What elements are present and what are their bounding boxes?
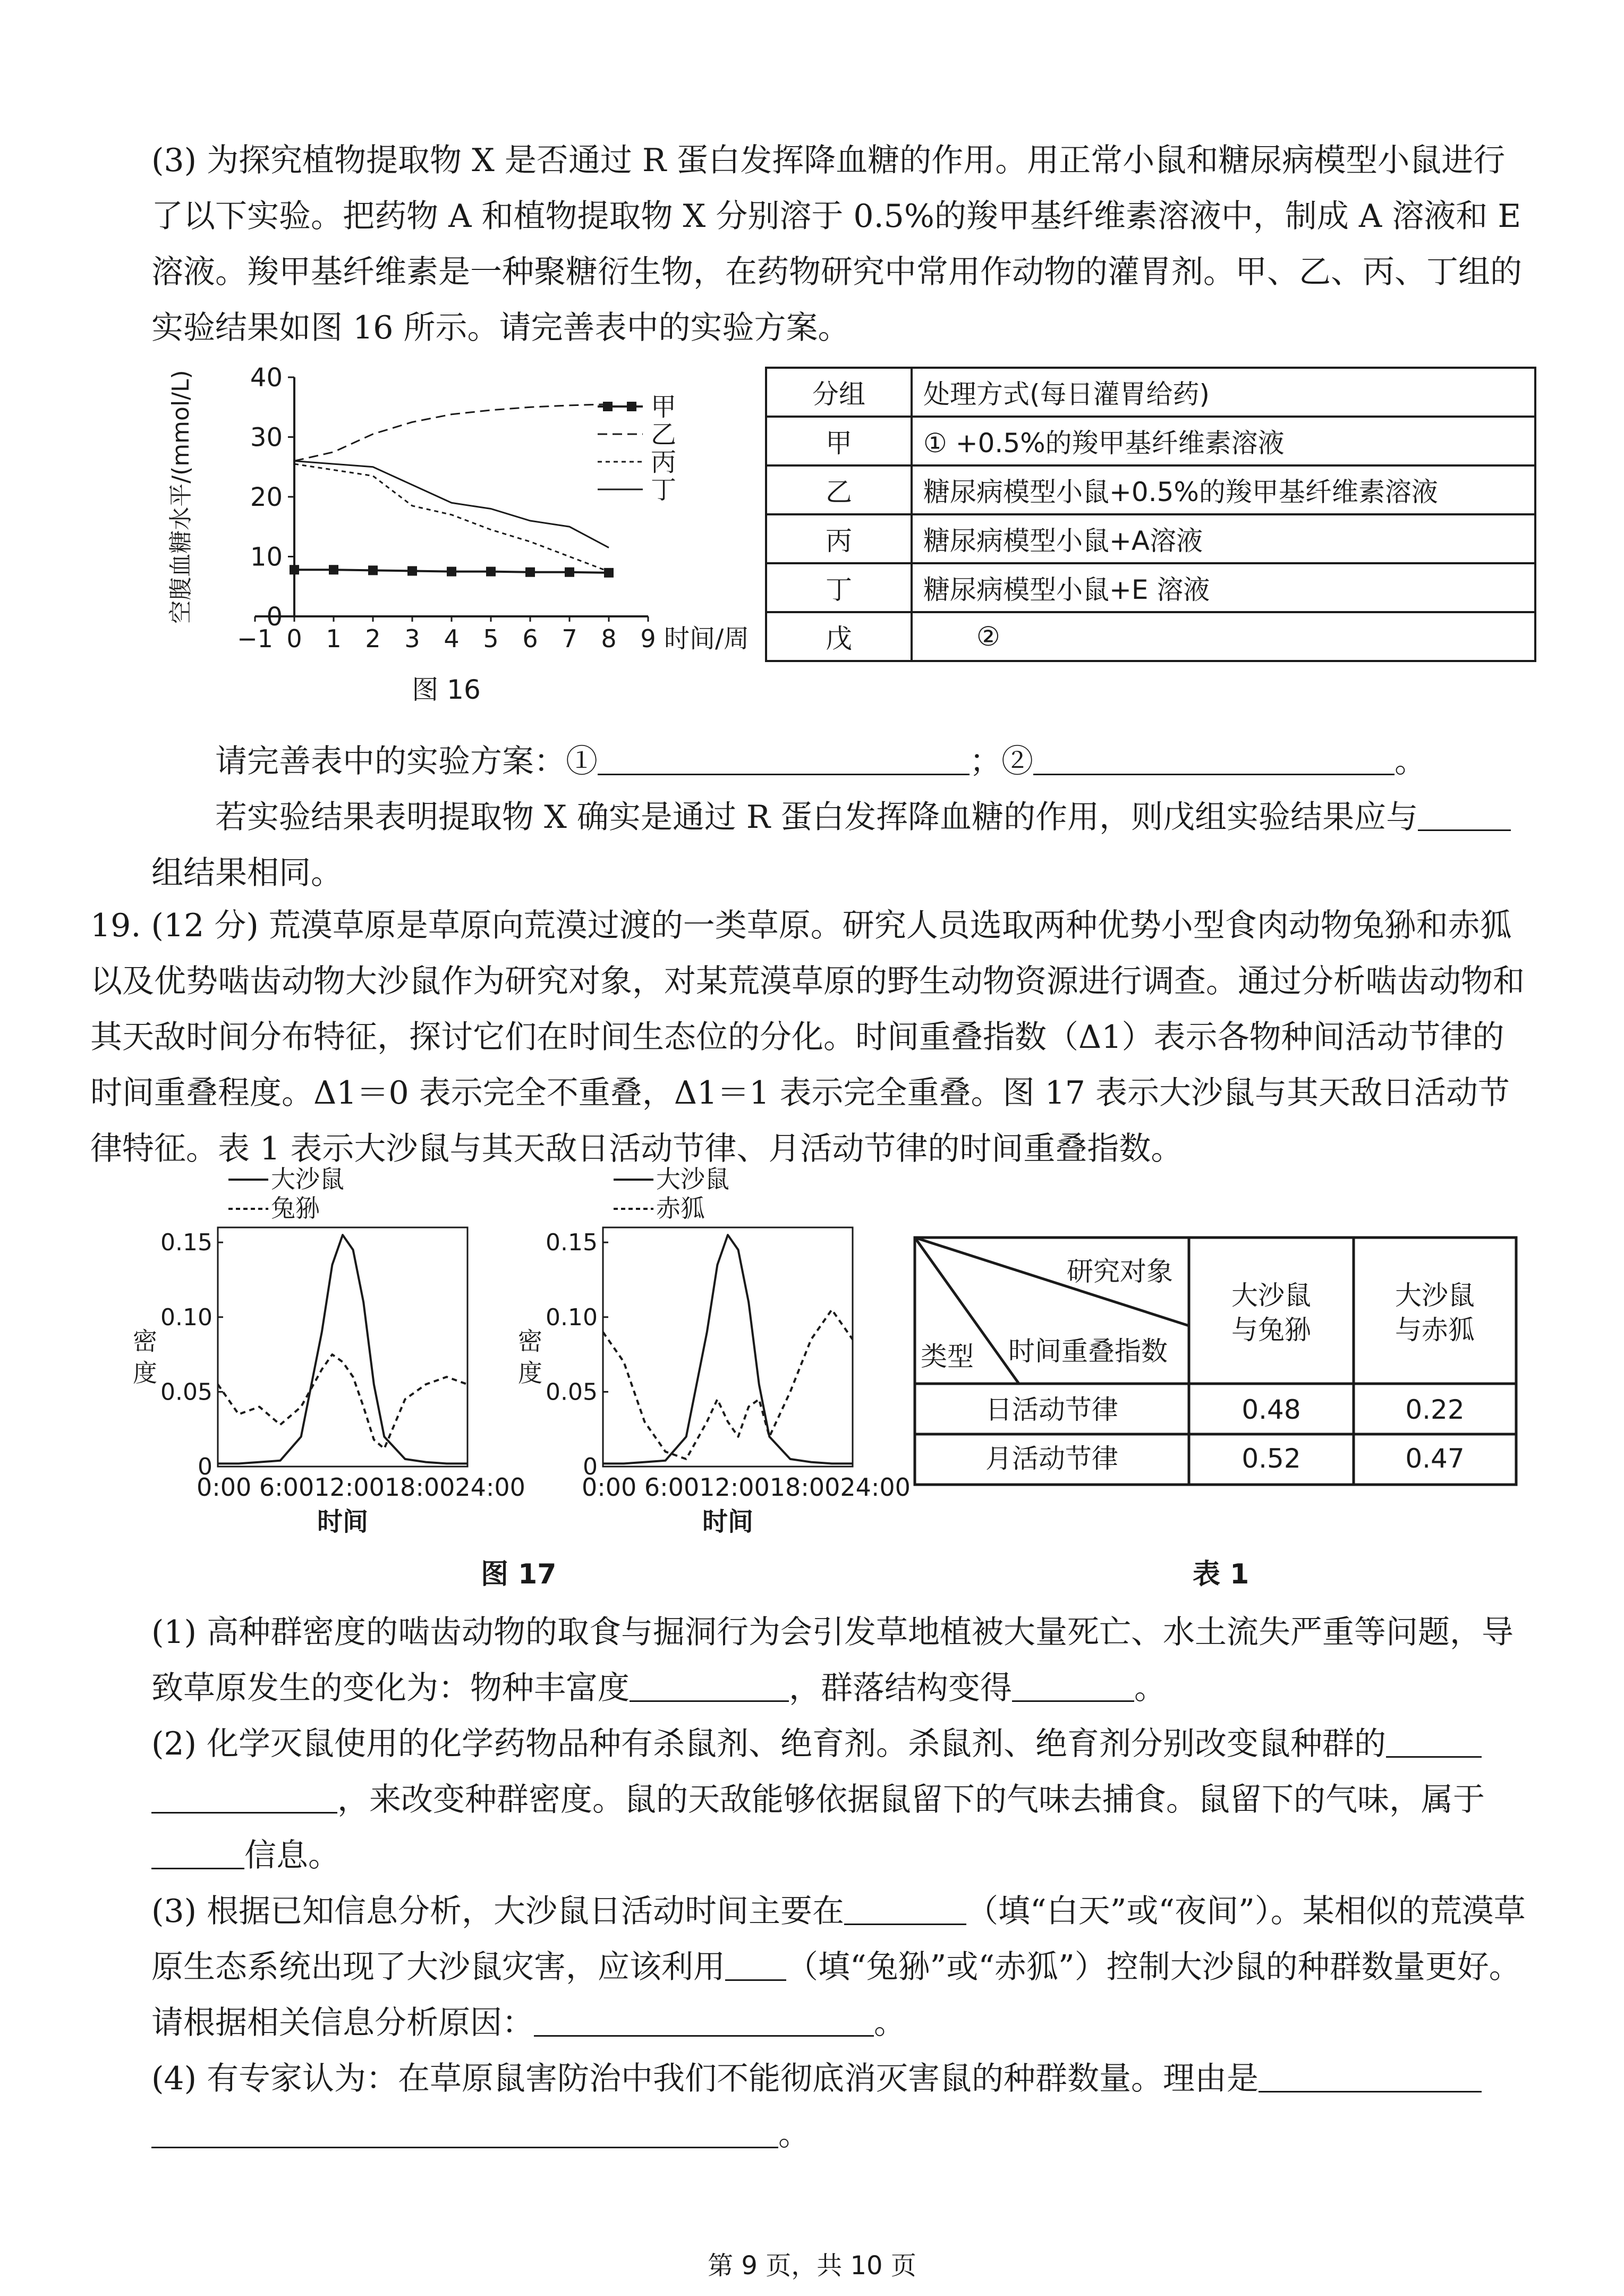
treatment-cell: ① +0.5%的羧甲基纤维素溶液 [912,417,1535,465]
value-daily-2: 0.22 [1405,1394,1465,1425]
q19-part3-text-c: （填“兔狲”或“赤狐”）控制大沙鼠的种群数量更好。请根据相关信息分析原因： [151,1948,1521,2041]
y-tick-label: 0.10 [160,1303,212,1331]
y-tick-label: 0 [583,1453,598,1480]
data-point [368,565,378,575]
series-line-丁 [294,461,609,548]
figure-16-caption: 图 16 [412,674,481,705]
q19-part1-end: 。 [1134,1670,1166,1707]
value-daily-1: 0.48 [1242,1394,1301,1425]
series-curve-赤狐 [603,1310,853,1459]
x-tick-label: 5 [483,624,499,653]
series-curve-大沙鼠 [218,1235,467,1463]
x-tick-label: 7 [562,624,577,653]
y-axis-label-b: 度 [518,1359,542,1387]
data-point [604,568,614,578]
table-row [766,465,1535,514]
col-header-2b: 与赤狐 [1395,1315,1475,1345]
q19-part1-mid: ，群落结构变得 [789,1670,1012,1707]
y-tick-label: 0.15 [160,1229,212,1257]
group-cell: 戊 [766,612,912,661]
figure-16-chart [149,356,750,707]
treatment-cell: ② [912,612,1535,661]
y-tick-label: 0 [198,1453,212,1480]
data-point [290,565,299,574]
group-cell: 丙 [766,514,912,563]
y-tick-label: 0.05 [546,1378,598,1406]
answer-blank-predator[interactable] [725,1948,786,1981]
series-line-乙 [294,404,609,461]
value-monthly-1: 0.52 [1242,1443,1301,1474]
q18-conclusion-end: 组结果相同。 [151,854,343,892]
y-axis-label-a: 密 [518,1327,542,1355]
q18-conclusion-line [215,792,1511,837]
legend-label: 大沙鼠 [656,1165,729,1193]
col-header-1a: 大沙鼠 [1231,1280,1311,1311]
diag-bottom-label: 类型 [921,1341,974,1372]
treatment-cell: 糖尿病模型小鼠+0.5%的羧甲基纤维素溶液 [912,465,1535,514]
table-1-caption: 表 1 [1193,1558,1249,1590]
diag-top-label: 研究对象 [1067,1256,1173,1287]
header-group: 分组 [766,368,912,417]
q19-part2-text-c: 信息。 [244,1837,340,1874]
row-label-monthly: 月活动节律 [985,1443,1118,1474]
page-footer: 第 9 页，共 10 页 [708,2251,916,2281]
legend-label: 乙 [651,420,677,450]
group-cell: 丁 [766,563,912,612]
table-row [766,563,1535,612]
answer-blank-justification-a[interactable] [1259,2060,1482,2092]
group-cell: 甲 [766,417,912,465]
x-tick-label: 0 [286,624,302,653]
x-tick-label: 6 [522,624,538,653]
y-tick-label: 0.05 [160,1378,212,1406]
prompt-end-text: 。 [1395,743,1426,780]
q19-part3-text-b: （填“白天”或“夜间”）。某相似的荒漠草原生态系统出现了大沙鼠灾害，应该利用 [151,1893,1526,1986]
table-row [766,514,1535,563]
plot-frame [218,1227,467,1467]
legend-label: 丙 [651,447,677,477]
group-cell: 乙 [766,465,912,514]
legend-label: 丁 [651,475,677,505]
answer-blank-population[interactable] [1386,1725,1482,1758]
y-tick-label: 20 [250,482,283,512]
x-axis-label: 时间/周 [664,624,750,654]
x-tick-labels: 0:00 6:0012:0018:0024:00 [582,1473,911,1502]
x-tick-label: 2 [365,624,381,653]
answer-blank-daytime[interactable] [844,1893,966,1925]
y-tick-label: 0 [266,602,283,632]
x-tick-label: 4 [444,624,460,653]
data-point [525,567,535,577]
q19-part2-text-b: ，来改变种群密度。鼠的天敌能够依据鼠留下的气味去捕食。鼠留下的气味，属于 [337,1781,1485,1818]
answer-blank-reason[interactable] [534,2004,874,2037]
table-header-row [766,368,1535,417]
prompt-text: 请完善表中的实验方案：① [215,743,598,780]
legend-label: 兔狲 [271,1194,320,1223]
table-row [766,612,1535,661]
q18-prompt-line [215,736,1426,782]
y-tick-label: 30 [250,422,283,453]
q19-part1-text: (1) 高种群密度的啮齿动物的取食与掘洞行为会引发草地植被大量死亡、水土流失严重等问题，导致草原发生的变化为：物种丰富度 [151,1614,1514,1707]
legend-marker [627,402,636,411]
prompt-mid-text: ；② [970,743,1033,780]
data-point [565,567,574,577]
legend-marker [603,402,613,411]
q19-part3 [151,1884,1527,2051]
treatment-table [765,367,1536,662]
y-axis-label: 空腹血糖水平/(mmol/L) [167,370,194,624]
answer-blank-2[interactable] [1033,743,1395,775]
legend-label: 甲 [651,392,677,422]
table-row [766,417,1535,465]
y-axis-label-b: 度 [133,1359,157,1387]
figure-17-caption: 图 17 [481,1558,557,1590]
treatment-cell: 糖尿病模型小鼠+A溶液 [912,514,1535,563]
q19-part4-text: (4) 有专家认为：在草原鼠害防治中我们不能彻底消灭害鼠的种群数量。理由是 [151,2060,1259,2097]
y-tick-label: 0.15 [546,1229,598,1257]
series-curve-兔狲 [218,1354,467,1448]
q19-part2-text-a: (2) 化学灭鼠使用的化学药物品种有杀鼠剂、绝育剂。杀鼠剂、绝育剂分别改变鼠种群的 [151,1725,1387,1763]
diag-mid-label: 时间重叠指数 [1008,1336,1168,1367]
value-monthly-2: 0.47 [1405,1443,1465,1474]
q19-intro: 19. (12 分) 荒漠草原是草原向荒漠过渡的一类草原。研究人员选取两种优势小型食肉动物兔狲和赤狐以及优势啮齿动物大沙鼠作为研究对象，对某荒漠草原的野生动物资源进行调查。通过分析啮齿动物和其天敌时间分布特征，探讨它们在时间生态位的分化。时间重叠指数（Δ1）表示各物种间活动节律的时间重叠程度。Δ1＝0 表示完全不重叠，Δ1＝1 表示完全重叠。图 17 表示大沙鼠与其天敌日活动节律特征。表 1 表示大沙鼠与其天敌日活动节律、月活动节律的时间重叠指数。 [90,907,1525,1167]
col-header-2a: 大沙鼠 [1395,1280,1475,1311]
col-header-1b: 与兔狲 [1231,1315,1311,1345]
answer-blank-population-cont[interactable] [151,1781,337,1814]
q18-part3-paragraph: (3) 为探究植物提取物 X 是否通过 R 蛋白发挥降血糖的作用。用正常小鼠和糖尿病模型小鼠进行了以下实验。把药物 A 和植物提取物 X 分别溶于 0.5%的羧甲基纤维素溶液中，制成 A 溶液和 E 溶液。羧甲基纤维素是一种聚糖衍生物，在药物研究中常用作动物的灌胃剂。甲、乙、丙、丁组的实验结果如图 16 所示。请完善表中的实验方案。 [151,142,1522,346]
treatment-cell: 糖尿病模型小鼠+E 溶液 [912,563,1535,612]
y-tick-label: 0.10 [546,1303,598,1331]
x-tick-labels: 0:00 6:0012:0018:0024:00 [197,1473,525,1502]
answer-blank-richness[interactable] [630,1670,789,1702]
answer-blank-1[interactable] [598,743,970,775]
answer-blank-justification-b[interactable] [151,2116,778,2148]
series-line-丙 [294,464,609,572]
q19-part2 [151,1716,1527,1884]
header-treatment: 处理方式(每日灌胃给药) [912,368,1535,417]
x-tick-label: 1 [326,624,342,653]
conclusion-text: 若实验结果表明提取物 X 确实是通过 R 蛋白发挥降血糖的作用，则戊组实验结果应与 [215,799,1418,836]
q19-part4 [151,2051,1527,2163]
legend-label: 大沙鼠 [271,1165,344,1193]
q19-part4-end: 。 [778,2116,810,2153]
figure-17-left-chart [127,1164,525,1552]
series-curve-大沙鼠 [603,1235,853,1463]
answer-blank-info[interactable] [151,1837,244,1869]
plot-frame [603,1227,853,1467]
x-tick-label: 8 [601,624,617,653]
data-point [329,565,338,574]
x-tick-label: 3 [404,624,420,653]
y-axis-label-a: 密 [133,1327,157,1355]
figure-17-right-chart [513,1164,911,1552]
answer-blank-3[interactable] [1418,799,1511,831]
data-point [407,566,417,576]
x-axis-label: 时间 [317,1507,369,1537]
answer-blank-structure[interactable] [1012,1670,1134,1702]
legend-label: 赤狐 [656,1194,705,1223]
data-point [486,567,496,577]
x-axis-label: 时间 [702,1507,754,1537]
x-tick-label: −1 [237,624,273,653]
data-point [447,567,456,577]
q19-part3-text-a: (3) 根据已知信息分析，大沙鼠日活动时间主要在 [151,1893,845,1930]
q19-part1 [151,1605,1527,1716]
table-1 [913,1235,1518,1488]
row-label-daily: 日活动节律 [985,1394,1118,1425]
x-tick-label: 9 [640,624,656,653]
y-tick-label: 40 [250,363,283,393]
y-tick-label: 10 [250,542,283,572]
q19-part3-text-d: 。 [874,2004,906,2041]
